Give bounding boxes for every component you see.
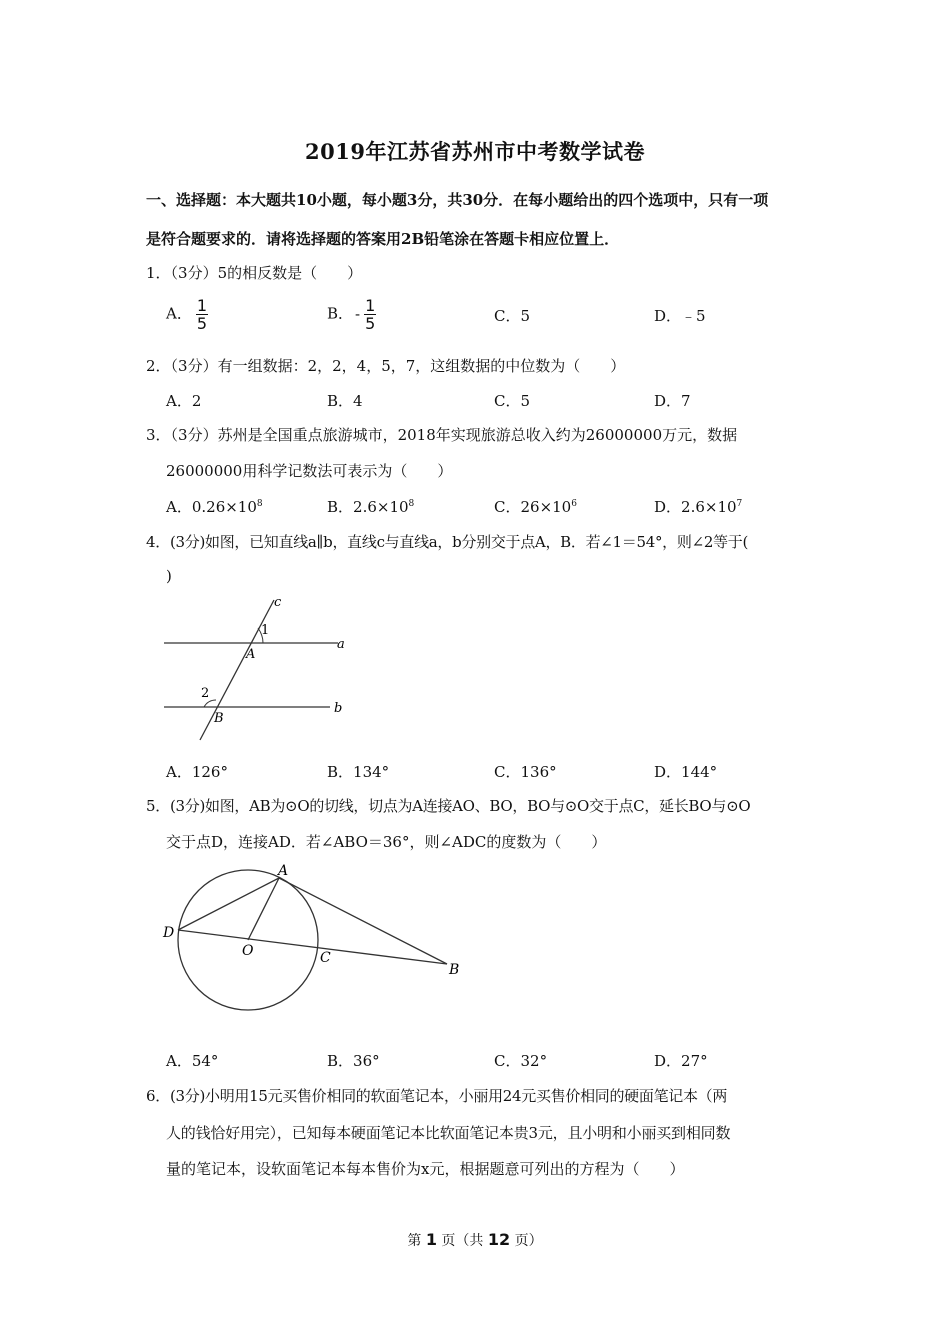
line-c <box>200 600 274 740</box>
q1-option-d: D．﹣5 <box>654 307 706 325</box>
q3-option-c-base: C．26×10 <box>494 498 572 516</box>
q1-option-b <box>327 297 376 332</box>
page-footer <box>0 1230 950 1250</box>
footer-suffix: 页） <box>510 1233 543 1249</box>
line-db <box>178 930 447 964</box>
q1-option-b-fraction <box>364 297 376 332</box>
question-2-stem: 2．（3分）有一组数据：2，2，4，5，7，这组数据的中位数为（ ） <box>146 357 626 375</box>
question-3-stem-line2: 26000000用科学记数法可表示为（ ） <box>166 462 453 480</box>
q3-option-a-exponent: 8 <box>256 499 263 509</box>
q4-option-d: D．144° <box>654 763 718 781</box>
fraction-numerator: 1 <box>365 296 376 315</box>
label-c: c <box>274 595 282 610</box>
q1-option-c: C．5 <box>494 307 531 325</box>
q3-option-d <box>654 496 742 517</box>
segment-ad <box>178 878 279 930</box>
page-title: 2019年江苏省苏州市中考数学试卷 <box>305 139 645 164</box>
label-point-b: B <box>449 962 460 978</box>
fraction-denominator: 5 <box>196 314 208 333</box>
q4-option-c: C．136° <box>494 763 557 781</box>
q3-option-d-base: D．2.6×10 <box>654 498 737 516</box>
parallel-lines-figure <box>160 592 360 742</box>
q3-option-b-exponent: 8 <box>408 499 415 509</box>
fraction-denominator: 5 <box>365 314 376 333</box>
section-heading-line1: 一、选择题：本大题共10小题，每小题3分，共30分．在每小题给出的四个选项中，只有一项 <box>146 191 769 209</box>
question-3-stem-line1: 3．（3分）苏州是全国重点旅游城市，2018年实现旅游总收入约为26000000万元，数据 <box>146 426 738 444</box>
question-4-stem-line2: ) <box>166 567 172 585</box>
q2-option-d: D．7 <box>654 392 691 410</box>
q2-option-c: C．5 <box>494 392 531 410</box>
tangent-ab <box>279 878 447 964</box>
section-heading-line2: 是符合题要求的．请将选择题的答案用2B铅笔涂在答题卡相应位置上． <box>146 230 620 248</box>
circle-tangent-figure <box>155 858 475 1018</box>
label-a: a <box>337 637 345 652</box>
q3-option-a-base: A．0.26×10 <box>166 498 257 516</box>
q2-option-a: A．2 <box>166 392 202 410</box>
question-6-stem-line1: 6．(3分)小明用15元买售价相同的软面笔记本，小丽用24元买售价相同的硬面笔记本（两 <box>146 1087 728 1105</box>
label-angle-2: 2 <box>201 686 210 701</box>
footer-prefix: 第 <box>407 1233 426 1249</box>
label-angle-1: 1 <box>261 623 270 638</box>
question-4-stem-line1: 4．(3分)如图，已知直线a∥b，直线c与直线a，b分别交于点A，B．若∠1＝54°，则∠2等于( <box>146 533 749 551</box>
question-5-stem-line2: 交于点D，连接AD．若∠ABO＝36°，则∠ADC的度数为（ ） <box>166 833 607 851</box>
question-1-stem: 1．（3分）5的相反数是（ ） <box>146 264 363 282</box>
q4-option-a: A．126° <box>166 763 228 781</box>
q3-option-d-exponent: 7 <box>736 499 743 509</box>
q4-option-b: B．134° <box>327 763 390 781</box>
question-6-stem-line3: 量的笔记本，设软面笔记本每本售价为x元，根据题意可列出的方程为（ ） <box>166 1160 685 1178</box>
q3-option-a <box>166 496 263 517</box>
q1-option-a-fraction <box>196 297 208 332</box>
question-6-stem-line2: 人的钱恰好用完），已知每本硬面笔记本比软面笔记本贵3元，且小明和小丽买到相同数 <box>166 1124 731 1142</box>
label-point-d: D <box>163 925 175 941</box>
angle-2-arc <box>204 700 216 707</box>
label-point-b: B <box>214 711 224 726</box>
q5-option-d: D．27° <box>654 1052 708 1070</box>
q1-option-b-label: B． <box>327 304 354 323</box>
label-point-a: A <box>278 863 289 879</box>
footer-page-number: 1 <box>425 1230 437 1249</box>
q2-option-b: B．4 <box>327 392 363 410</box>
q5-option-c: C．32° <box>494 1052 548 1070</box>
q3-option-b-base: B．2.6×10 <box>327 498 409 516</box>
fraction-numerator: 1 <box>196 296 208 315</box>
label-point-a: A <box>246 647 256 662</box>
label-point-o: O <box>242 943 254 959</box>
question-5-stem-line1: 5．(3分)如图，AB为⊙O的切线，切点为A连接AO、BO，BO与⊙O交于点C，延长BO与⊙O <box>146 797 751 815</box>
segment-ao <box>248 878 279 940</box>
q1-option-a-label: A． <box>166 304 192 323</box>
q5-option-a: A．54° <box>166 1052 219 1070</box>
q3-option-b <box>327 496 414 517</box>
q3-option-c <box>494 496 577 517</box>
label-point-c: C <box>320 950 331 966</box>
footer-middle: 页（共 <box>436 1233 488 1249</box>
footer-total-pages: 12 <box>487 1230 511 1249</box>
label-b: b <box>334 701 343 716</box>
q1-option-a <box>166 297 208 332</box>
q1-option-b-sign: - <box>355 304 361 323</box>
q3-option-c-exponent: 6 <box>571 499 577 509</box>
q5-option-b: B．36° <box>327 1052 380 1070</box>
